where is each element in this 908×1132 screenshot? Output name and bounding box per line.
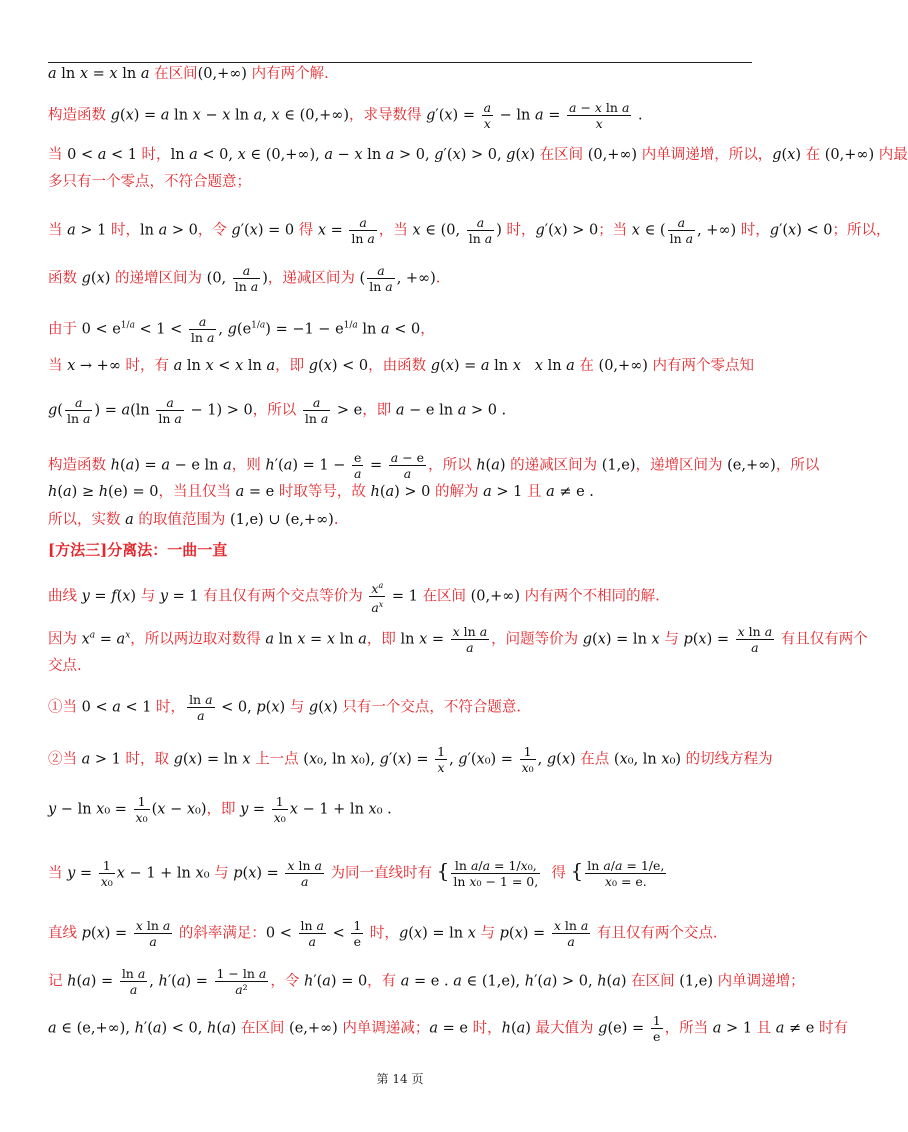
text-line-1: a ln x = x ln a 在区间(0,+∞) 内有两个解. bbox=[48, 66, 329, 82]
text-line-16: ①当 0 < a < 1 时， $\frac{\text{ln a}}{a}$ < 0, p(x) 与 g(x) 只有一个交点，不符合题意. bbox=[48, 692, 521, 723]
section-heading: [方法三]分离法：一曲一直 bbox=[48, 541, 228, 559]
text-line-6: 函数 g(x) 的递增区间为 (0, $\frac{a}{\text{ln a}}$ )，递减区间为 ( $\frac{a}{\text{ln a}}$ , +∞). bbox=[48, 263, 441, 294]
text-line-17: ②当 a > 1 时，取 g(x) = ln x 上一点 (x₀, ln x₀), g′(x) = $\frac{1}{x}$ , g′(x₀) = $\frac{1}{\text{x₀}}$ , g(x) 在点 (x₀, ln x₀) 的切线方程为 bbox=[48, 744, 773, 775]
text-line-7: 由于 $0 < e^{1/a} < 1$ < $\frac{a}{\text{ln a}}$ , $g(e^{1/a}) = -1 - e^{1/a}$ ln a < 0， bbox=[48, 314, 435, 345]
text-line-15: 交点. bbox=[48, 658, 82, 674]
text-line-19: 当 y = $\frac{1}{\text{x₀}}$ x − 1 + ln x₀ 与 p(x) = $\frac{\text{x ln a}}{a}$ 为同一直线时有 { $\frac{\text{ln a/a = 1/x₀,}}{\text{ln x₀ − 1 = 0,}}$ 得 { $\frac{\text{ln a/a = 1/e,}}{\text{x₀ = e.}}$ bbox=[48, 858, 665, 889]
text-line-5: 当 a > 1 时，ln a > 0，令 g′(x) = 0 得 x = $\frac{a}{\text{ln a}}$ ，当 x ∈ (0, $\frac{a}{\text{ln a}}$ ) 时，g′(x) > 0；当 x ∈ ( $\frac{a}{\text{ln a}}$ , +∞) 时，g′(x) < 0；所以， bbox=[48, 215, 891, 246]
page-number: 第 14 页 bbox=[376, 1072, 424, 1086]
text-line-2: 构造函数 g(x) = a ln x − x ln a, x ∈ (0,+∞)，求导数得 g′(x) = $\frac{a}{x}$ − ln a = $\frac{\text{a − x ln a}}{x}$ . bbox=[48, 100, 643, 131]
text-line-22: a ∈ (e,+∞), h′(a) < 0, h(a) 在区间 (e,+∞) 内单调递减；a = e 时，h(a) 最大值为 g(e) = $\frac{1}{e}$ ，所当 a > 1 且 a ≠ e 时有 bbox=[48, 1013, 848, 1044]
header-rule bbox=[48, 62, 752, 63]
text-line-20: 直线 p(x) = $\frac{\text{x ln a}}{a}$ 的斜率满足：0 < $\frac{\text{ln a}}{a}$ < $\frac{1}{e}$ 时，g(x) = ln x 与 p(x) = $\frac{\text{x ln a}}{a}$ 有且仅有两个交点. bbox=[48, 918, 718, 949]
text-line-13: 曲线 y = f(x) 与 y = 1 有且仅有两个交点等价为 $\frac{x^a}{a^x}$ = 1 在区间 (0,+∞) 内有两个不相同的解. bbox=[48, 578, 760, 615]
text-line-11: h(a) ≥ h(e) = 0，当且仅当 a = e 时取等号，故 h(a) > 0 的解为 a > 1 且 a ≠ e . bbox=[48, 484, 594, 500]
text-line-14: 因为 $x^a = a^x$，所以两边取对数得 a ln x = x ln a，即 ln x = $\frac{\text{x ln a}}{a}$ ，问题等价为 g(x) = ln x 与 p(x) = $\frac{\text{x ln a}}{a}$ 有且仅有两个 bbox=[48, 624, 868, 655]
text-line-8: 当 x → +∞ 时，有 a ln x < x ln a，即 g(x) < 0，由函数 g(x) = a ln x x ln a 在 (0,+∞) 内有两个零点知 bbox=[48, 358, 755, 374]
text-line-18: y − ln x₀ = $\frac{1}{\text{x₀}}$ (x − x₀)，即 y = $\frac{1}{\text{x₀}}$ x − 1 + ln x₀ . bbox=[48, 794, 392, 825]
text-line-12: 所以，实数 a 的取值范围为 (1,e) ∪ (e,+∞). bbox=[48, 512, 339, 528]
text-line-10: 构造函数 h(a) = a − e ln a，则 h′(a) = 1 − $\frac{e}{a}$ = $\frac{a - e}{a}$ ，所以 h(a) 的递减区间为 (1,e)，递增区间为 (e,+∞)，所以 bbox=[48, 450, 820, 481]
text-line-4: 多只有一个零点，不符合题意； bbox=[48, 174, 251, 190]
text-line-21: 记 h(a) = $\frac{\text{ln a}}{a}$ , h′(a) = $\frac{\text{1 − ln a}}{\text{a²}}$ ，令 h′(a) = 0，有 a = e . a ∈ (1,e), h′(a) > 0, h(a) 在区间 (1,e) 内单调递增； bbox=[48, 966, 805, 997]
text-line-9: g( $\frac{a}{\text{ln a}}$ ) = a(ln $\frac{a}{\text{ln a}}$ − 1) > 0，所以 $\frac{a}{\text{ln a}}$ > e，即 a − e ln a > 0 . bbox=[48, 395, 507, 426]
text-line-3: 当 0 < a < 1 时，ln a < 0, x ∈ (0,+∞), a − x ln a > 0, g′(x) > 0, g(x) 在区间 (0,+∞) 内单调递增，所以，g(x) 在 (0,+∞) 内最 bbox=[48, 147, 908, 163]
